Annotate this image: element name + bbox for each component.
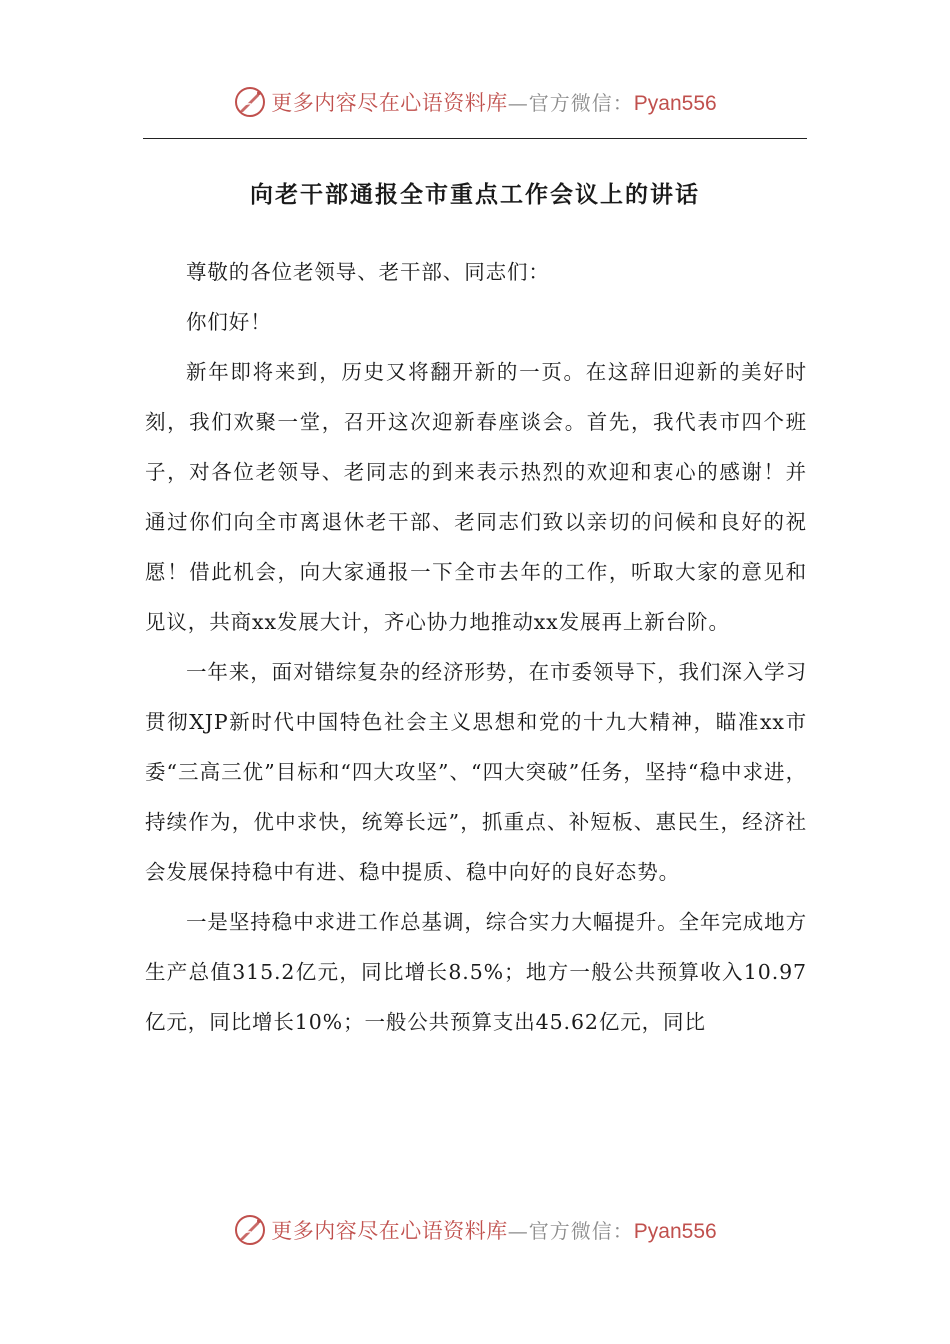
quill-pen-logo-icon [233, 85, 267, 119]
header-brand-text: 更多内容尽在心语资料库 [271, 91, 508, 115]
document-title: 向老干部通报全市重点工作会议上的讲话 [250, 181, 700, 208]
header-official-label: —官方微信： [507, 91, 634, 115]
document-body [145, 247, 807, 1047]
header-wechat-id: Pyan556 [633, 92, 717, 115]
body-paragraph: 一年来，面对错综复杂的经济形势，在市委领导下，我们深入学习贯彻XJP新时代中国特色社会主义思想和党的十九大精神，瞄准xx市委“三高三优”目标和“四大攻坚”、“四大突破”任务，坚持“稳中求进，持续作为，优中求快，统筹长远”，抓重点、补短板、惠民生，经济社会发展保持稳中有进、稳中提质、稳中向好的良好态势。 [145, 660, 807, 884]
quill-pen-logo-icon [233, 1213, 267, 1247]
greeting: 你们好！ [186, 310, 272, 334]
footer-wechat-id: Pyan556 [633, 1220, 717, 1243]
body-paragraph: 一是坚持稳中求进工作总基调，综合实力大幅提升。全年完成地方生产总值315.2亿元，同比增长8.5%；地方一般公共预算收入10.97亿元，同比增长10%；一般公共预算支出45.62亿元，同比 [145, 910, 807, 1034]
footer-official-label: —官方微信： [507, 1219, 634, 1243]
footer-brand-text: 更多内容尽在心语资料库 [271, 1219, 508, 1243]
footer-banner-text [271, 1215, 716, 1245]
footer-banner [0, 1210, 950, 1250]
body-paragraph: 新年即将来到，历史又将翻开新的一页。在这辞旧迎新的美好时刻，我们欢聚一堂，召开这次迎新春座谈会。首先，我代表市四个班子，对各位老领导、老同志的到来表示热烈的欢迎和衷心的感谢！并通过你们向全市离退休老干部、老同志们致以亲切的问候和良好的祝愿！借此机会，向大家通报一下全市去年的工作，听取大家的意见和见议，共商xx发展大计，齐心协力地推动xx发展再上新台阶。 [145, 360, 807, 634]
header-banner [0, 82, 950, 122]
salutation: 尊敬的各位老领导、老干部、同志们： [186, 260, 550, 284]
header-divider [143, 138, 807, 139]
header-banner-text [271, 87, 716, 117]
